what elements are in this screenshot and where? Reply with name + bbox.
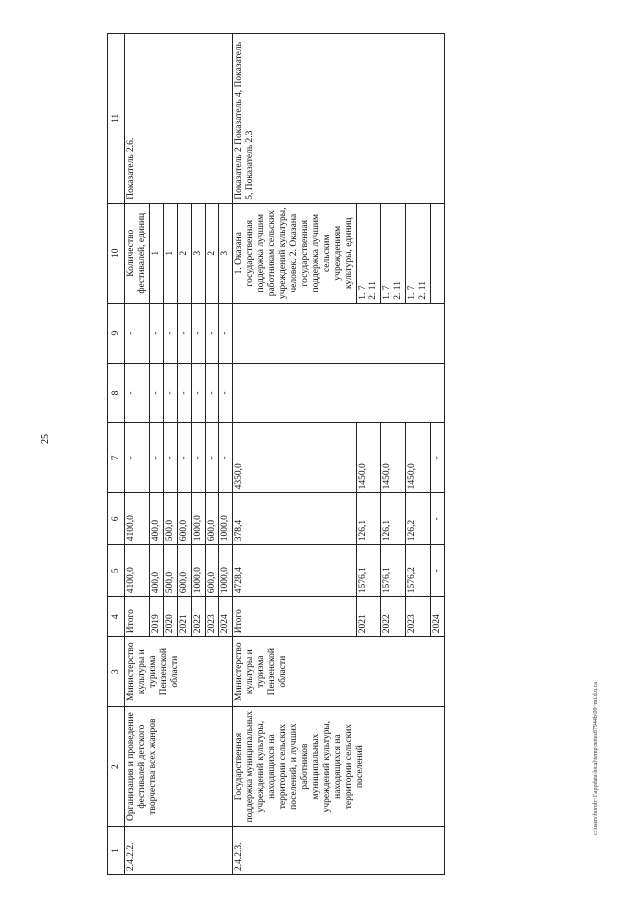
indicator-value: 1 [163,203,177,303]
value-cell: - [149,423,163,493]
table-row [125,34,150,875]
col-number: 6 [108,493,125,545]
indicator-value: 1. 7 [407,285,418,300]
value-cell: 126,1 [381,493,406,545]
value-cell: 1450,0 [356,423,381,493]
value-cell: 4728,4 [233,545,356,597]
value-cell: 500,0 [163,493,177,545]
value-cell: 1000,0 [191,545,205,597]
value-cell: 400,0 [149,493,163,545]
value-cell: 1576,2 [406,545,431,597]
indicator-text: 1. Оказана государственная поддержка лучшим работникам сельских учреждений культуры, человек. 2. Оказана государственная поддержка лучшим сельским учреждениям культуры, единиц [233,203,356,303]
value-cell: - [149,303,163,363]
year-cell: 2024 [219,597,233,637]
indicator-value: 3 [219,203,233,303]
value-cell: 1000,0 [219,493,233,545]
col-number: 2 [108,707,125,827]
value-cell: - [205,303,219,363]
value-cell: - [219,303,233,363]
row-executor: Министерство культуры и туризма Пензенской области [125,637,233,707]
table-row [233,34,356,875]
col-number: 3 [108,637,125,707]
indicator-value: 1. 7 [357,285,368,300]
indicator-value: 1. 7 [382,285,393,300]
value-cell: - [191,303,205,363]
col-number: 8 [108,363,125,423]
empty-cell [233,303,445,363]
row-name: Государственная поддержка муниципальных учреждений культуры, находящихся на территории сельских поселений, и лучших работников муниципальных учреждений культуры, находящихся на территории сельских поселений [233,707,445,827]
value-cell: 1576,1 [381,545,406,597]
value-cell: - [431,545,445,597]
year-cell: 2024 [431,597,445,637]
value-cell: - [219,423,233,493]
indicator-values [431,203,445,303]
year-cell: 2023 [205,597,219,637]
indicator-value: 2. 11 [393,281,404,300]
indicator-value: 2 [205,203,219,303]
indicator-ref: Показатель 2 Показатель 4, Показатель 5, Показатель 2.3 [233,34,445,204]
year-cell: 2019 [149,597,163,637]
value-cell: - [205,363,219,423]
value-cell: - [149,363,163,423]
indicator-values [356,203,381,303]
value-cell: 4350,0 [233,423,356,493]
value-cell: - [431,493,445,545]
col-number: 9 [108,303,125,363]
file-path-footer: c:\users\borob~1\appdata\local\temp\notes87944b\00~mi.d.o.ca [593,682,599,835]
year-cell: Итого [233,597,356,637]
indicator-value: 2. 11 [418,281,429,300]
value-cell: 600,0 [177,493,191,545]
value-cell: - [177,363,191,423]
value-cell: 126,2 [406,493,431,545]
value-cell: 600,0 [205,493,219,545]
value-cell: - [177,423,191,493]
empty-cell [233,363,445,423]
value-cell: 4100,0 [125,493,150,545]
col-number: 4 [108,597,125,637]
value-cell: 400,0 [149,545,163,597]
indicator-value: 2 [177,203,191,303]
indicator-ref: Показатель 2.6. [125,34,233,204]
value-cell: 126,1 [356,493,381,545]
row-id: 2.4.2.3. [233,827,445,875]
program-table [107,33,445,875]
value-cell: 500,0 [163,545,177,597]
indicator-value: 2. 11 [368,281,379,300]
row-executor: Министерство культуры и туризма Пензенской области [233,637,445,707]
value-cell: 1450,0 [381,423,406,493]
value-cell: 4100,0 [125,545,150,597]
value-cell: - [191,363,205,423]
year-cell: 2022 [381,597,406,637]
value-cell: - [431,423,445,493]
year-cell: 2020 [163,597,177,637]
indicator-value: 1 [149,203,163,303]
year-cell: 2022 [191,597,205,637]
value-cell: 600,0 [177,545,191,597]
value-cell: 600,0 [205,545,219,597]
col-number: 1 [108,827,125,875]
value-cell: 1450,0 [406,423,431,493]
indicator-value: 3 [191,203,205,303]
value-cell: 378,4 [233,493,356,545]
row-name: Организация и проведение фестивалей детского творчества всех жанров [125,707,233,827]
value-cell: - [219,363,233,423]
column-number-row [108,34,125,875]
row-id: 2.4.2.2. [125,827,233,875]
year-cell: 2021 [356,597,381,637]
year-cell: Итого [125,597,150,637]
value-cell: - [125,363,150,423]
value-cell: 1576,1 [356,545,381,597]
year-cell: 2021 [177,597,191,637]
value-cell: - [191,423,205,493]
col-number: 10 [108,203,125,303]
value-cell: 1000,0 [191,493,205,545]
value-cell: - [125,303,150,363]
value-cell: - [163,303,177,363]
indicator-name: Количество фестивалей, единиц [125,203,150,303]
col-number: 7 [108,423,125,493]
value-cell: 1000,0 [219,545,233,597]
page-number: 25 [40,434,51,444]
value-cell: - [125,423,150,493]
value-cell: - [163,363,177,423]
indicator-values [381,203,406,303]
col-number: 5 [108,545,125,597]
document-sheet [107,33,577,875]
value-cell: - [177,303,191,363]
value-cell: - [205,423,219,493]
year-cell: 2023 [406,597,431,637]
indicator-values [406,203,431,303]
value-cell: - [163,423,177,493]
col-number: 11 [108,34,125,204]
